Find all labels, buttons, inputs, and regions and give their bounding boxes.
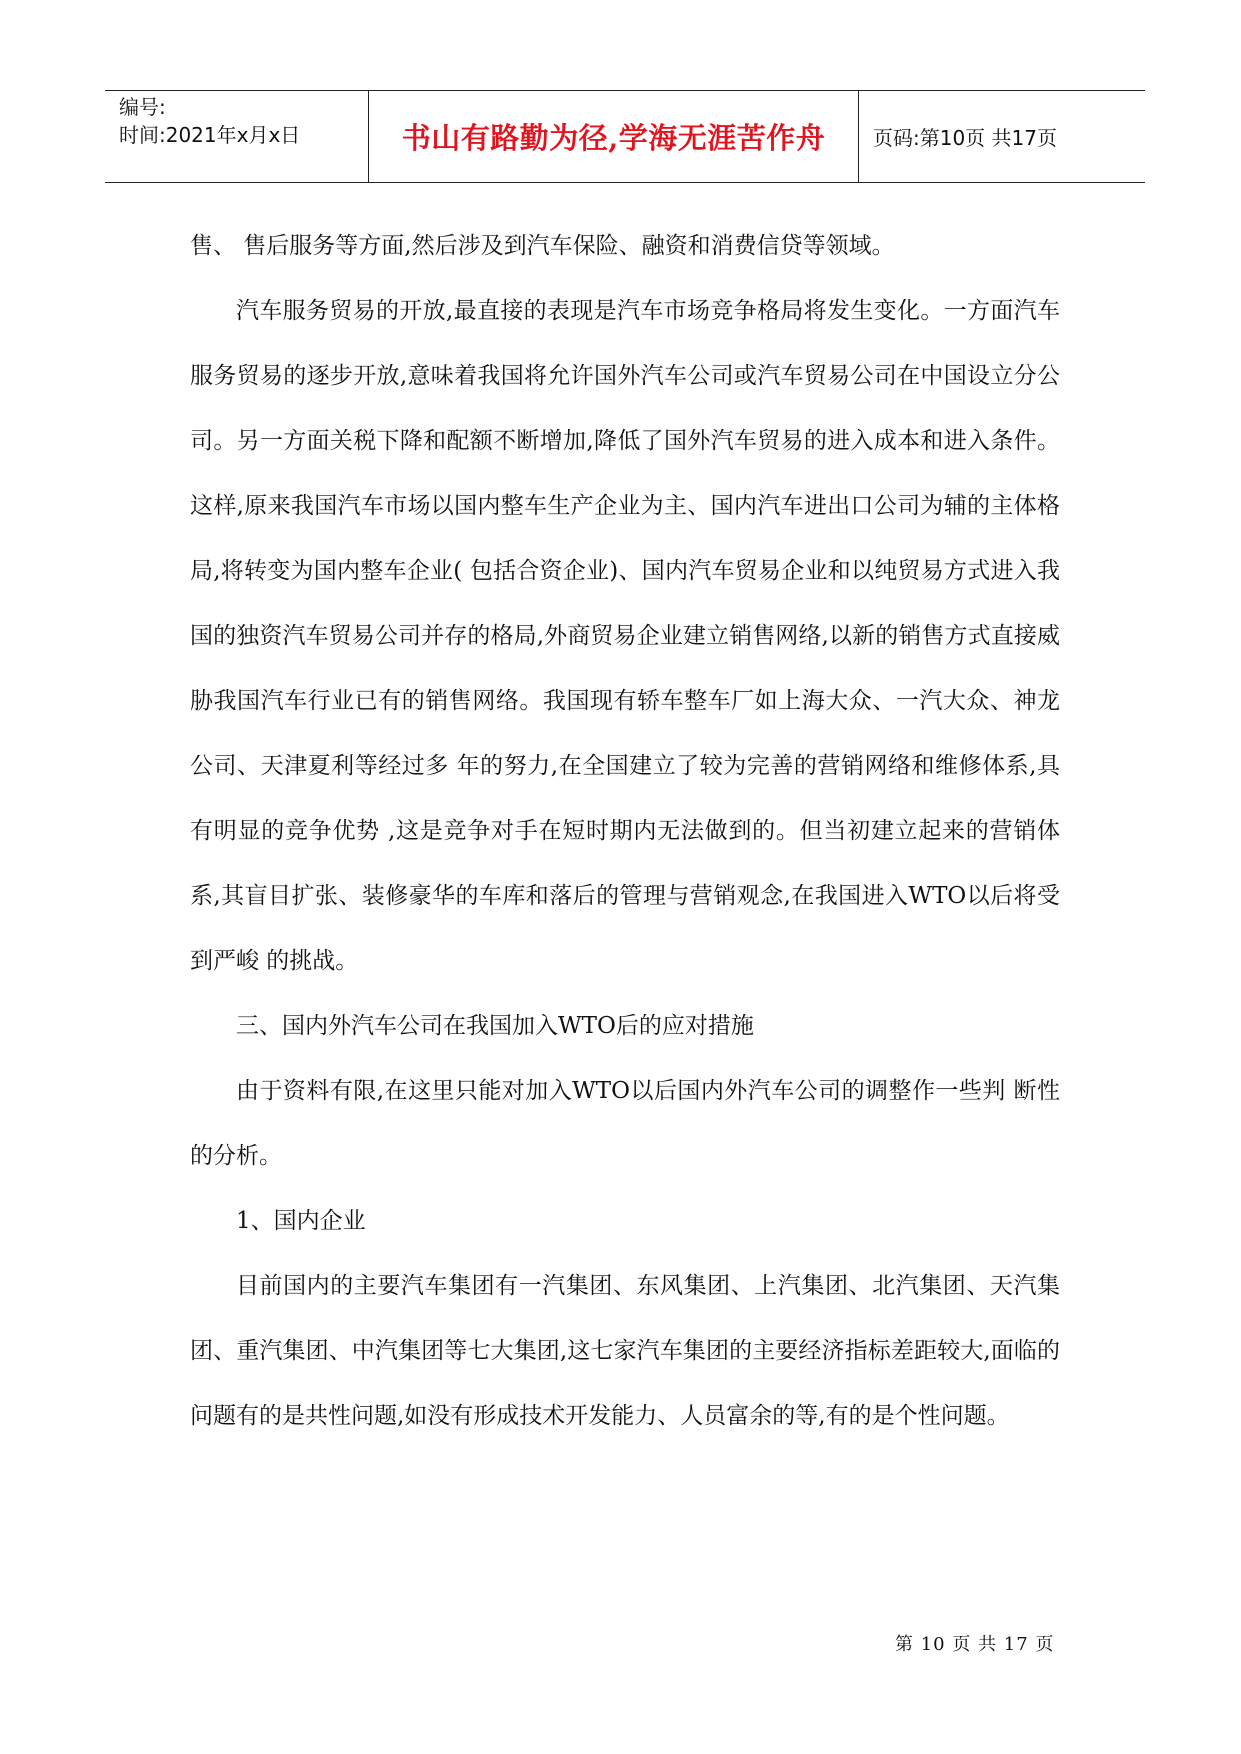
page-footer: 第 10 页 共 17 页	[895, 1634, 1055, 1655]
paragraph: 售、 售后服务等方面,然后涉及到汽车保险、融资和消费信贷等领域。	[190, 233, 895, 259]
subsection-heading: 1、国内企业	[236, 1208, 366, 1234]
serial-label: 编号:	[119, 95, 166, 119]
header-table	[105, 90, 1145, 183]
header-info-cell	[105, 91, 369, 182]
document-body	[190, 214, 1060, 1449]
header-motto-cell	[369, 91, 859, 182]
section-heading: 三、国内外汽车公司在我国加入WTO后的应对措施	[236, 1013, 754, 1039]
time-label: 时间:2021年x月x日	[119, 123, 301, 147]
header-page-cell	[859, 91, 1145, 182]
paragraph: 汽车服务贸易的开放,最直接的表现是汽车市场竞争格局将发生变化。一方面汽车服务贸易的逐步开放,意味着我国将允许国外汽车公司或汽车贸易公司在中国设立分公司。另一方面关税下降和配额不断增加,降低了国外汽车贸易的进入成本和进入条件。这样,原来我国汽车市场以国内整车生产企业为主、国内汽车进出口公司为辅的主体格局,将转变为国内整车企业( 包括合资企业)、国内汽车贸易企业和以纯贸易方式进入我国的独资汽车贸易公司并存的格局,外商贸易企业建立销售网络,以新的销售方式直接威胁我国汽车行业已有的销售网络。我国现有轿车整车厂如上海大众、一汽大众、神龙公司、天津夏利等经过多 年的努力,在全国建立了较为完善的营销网络和维修体系,具有明显的竞争优势 ,这是竞争对手在短时期内无法做到的。但当初建立起来的营销体系,其盲目扩张、装修豪华的车库和落后的管理与营销观念,在我国进入WTO以后将受到严峻 的挑战。	[190, 298, 1060, 974]
paragraph: 目前国内的主要汽车集团有一汽集团、东风集团、上汽集团、北汽集团、天汽集团、重汽集团、中汽集团等七大集团,这七家汽车集团的主要经济指标差距较大,面临的问题有的是共性问题,如没有形成技术开发能力、人员富余的等,有的是个性问题。	[190, 1273, 1060, 1429]
motto-text: 书山有路勤为径,学海无涯苦作舟	[401, 121, 826, 155]
page-number-label: 页码:第10页 共17页	[873, 126, 1057, 150]
paragraph: 由于资料有限,在这里只能对加入WTO以后国内外汽车公司的调整作一些判 断性的分析。	[190, 1078, 1060, 1169]
